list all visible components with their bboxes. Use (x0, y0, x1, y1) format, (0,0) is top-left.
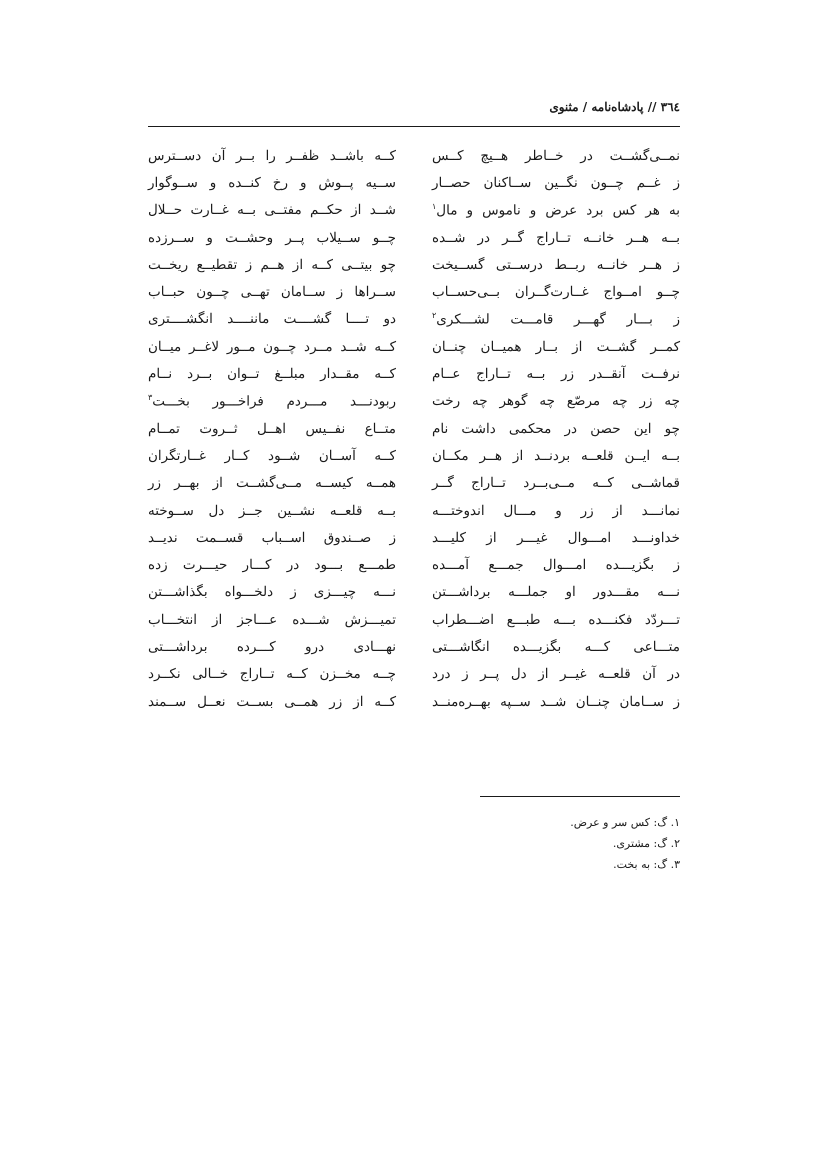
hemistich-text: بــه قلعــه نشــین جــز دل ســوخته (148, 502, 396, 519)
footnote-marker: ٢ (432, 311, 437, 321)
hemistich-text: ز صــندوق اســباب قســمت ندیــد (148, 529, 396, 546)
hemistich-left (148, 230, 396, 246)
footnotes (380, 812, 680, 875)
hemistich-text: ســیه پــوش و رخ کنــده و ســوگوار (148, 174, 396, 191)
footnote: ٣. گ: به بخت. (613, 858, 680, 871)
hemistich-text: تـــردّد فکنـــده بـــه طبـــع اضـــطراب (432, 611, 680, 628)
hemistich-right (432, 503, 680, 519)
verse-row (148, 251, 680, 278)
footnote-rule (480, 796, 680, 797)
verse-row (148, 224, 680, 251)
hemistich-text: کــه شــد مــرد چــون مــور لاغــر میــان (148, 338, 396, 355)
verse-row (148, 306, 680, 333)
verse-row (148, 661, 680, 688)
hemistich-text: همــه کیســه مــی‌گشــت از بهــر زر (148, 475, 396, 492)
hemistich-text: شــد از حکــم مفتــی بــه غــارت حــلال (148, 202, 396, 219)
hemistich-right (432, 694, 680, 710)
hemistich-text: چــه مخــزن کــه تــاراج خــالی نکــرد (148, 666, 396, 683)
hemistich-text: نـــه مقـــدور او جملـــه برداشـــتن (432, 584, 680, 601)
hemistich-right (432, 284, 680, 300)
verse-row (148, 524, 680, 551)
hemistich-left (148, 503, 396, 519)
hemistich-text: بــه ایــن قلعــه بردنــد از هــر مکــان (432, 447, 680, 464)
verse-row (148, 606, 680, 633)
hemistich-text: چــو ســیلاب پــر وحشــت و ســرزده (148, 229, 396, 246)
hemistich-left (148, 393, 396, 410)
hemistich-text: ســراها ز ســامان تهــی چــون حبــاب (148, 284, 396, 301)
hemistich-right (432, 175, 680, 191)
hemistich-text: به هر کس برد عرض و ناموس و مال (436, 202, 680, 219)
hemistich-left (148, 202, 396, 218)
verse-row (148, 442, 680, 469)
verse-row (148, 197, 680, 224)
hemistich-text: نهـــادی درو کـــرده برداشـــتی (148, 638, 396, 655)
hemistich-left (148, 339, 396, 355)
hemistich-text: چو این حصن در محکمی داشت نام (432, 420, 680, 437)
verse-row (148, 579, 680, 606)
verse-row (148, 333, 680, 360)
verse-row (148, 142, 680, 169)
verse-row (148, 497, 680, 524)
hemistich-left (148, 475, 396, 491)
hemistich-text: ربودنـــد مـــردم فراخـــور بخـــت (152, 393, 396, 410)
hemistich-text: کــه باشــد ظفــر را بــر آن دســترس (148, 147, 396, 164)
hemistich-right (432, 666, 680, 682)
hemistich-text: متـــاعی کـــه بگزیـــده انگاشـــتی (432, 638, 680, 655)
hemistich-right (432, 448, 680, 464)
hemistich-text: کمــر گشــت از بــار همیــان چنــان (432, 338, 680, 355)
hemistich-left (148, 175, 396, 191)
footnote-marker: ٣ (148, 393, 153, 403)
hemistich-right (432, 311, 680, 328)
hemistich-text: خداونـــد امـــوال غیـــر از کلیـــد (432, 529, 680, 546)
hemistich-left (148, 311, 396, 327)
verse-row (148, 470, 680, 497)
hemistich-text: ز هــر خانــه ربــط درســتی گســیخت (432, 256, 680, 273)
verse-row (148, 169, 680, 196)
hemistich-right (432, 393, 680, 409)
hemistich-left (148, 448, 396, 464)
hemistich-text: کــه از زر همــی بســت نعــل ســمند (148, 693, 396, 710)
hemistich-text: کــه آســان شــود کــار غــارتگران (148, 447, 396, 464)
hemistich-text: کــه مقــدار مبلــغ تــوان بــرد نــام (148, 366, 396, 383)
hemistich-text: ز بـــار گهـــر قامـــت لشـــکری (436, 311, 680, 328)
hemistich-text: طمـــع بـــود در کـــار حیـــرت زده (148, 557, 396, 574)
hemistich-right (432, 639, 680, 655)
header-rule (148, 126, 680, 127)
running-header: ٣٦٤ // پادشاه‌نامه / مثنوی (549, 100, 680, 114)
hemistich-right (432, 202, 680, 219)
hemistich-text: دو تــــا گشــــت ماننــــد انگشــــتری (148, 311, 396, 328)
hemistich-text: چــو امــواج غــارت‌گــران بــی‌حســاب (432, 284, 680, 301)
hemistich-left (148, 584, 396, 600)
hemistich-text: تمیـــزش شـــده عـــاجز از انتخـــاب (148, 611, 396, 628)
poem-body (148, 142, 680, 715)
verse-row (148, 551, 680, 578)
verse-row (148, 633, 680, 660)
hemistich-left (148, 666, 396, 682)
hemistich-right (432, 230, 680, 246)
hemistich-text: نمانـــد از زر و مـــال اندوختـــه (432, 502, 680, 519)
hemistich-right (432, 557, 680, 573)
hemistich-left (148, 530, 396, 546)
hemistich-right (432, 339, 680, 355)
hemistich-right (432, 530, 680, 546)
hemistich-right (432, 148, 680, 164)
hemistich-right (432, 612, 680, 628)
hemistich-text: نـــه چیـــزی ز دلخـــواه بگذاشـــتن (148, 584, 396, 601)
hemistich-left (148, 612, 396, 628)
hemistich-text: ز ســامان چنــان شــد ســپه بهــره‌منــد (432, 693, 680, 710)
hemistich-text: ز بگزیـــده امـــوال جمـــع آمـــده (432, 557, 680, 574)
hemistich-right (432, 421, 680, 437)
footnote: ١. گ: کس سر و عرض. (570, 816, 680, 829)
hemistich-left (148, 694, 396, 710)
hemistich-text: نمــی‌گشــت در خــاطر هــیچ کــس (432, 147, 680, 164)
footnote-marker: ١ (432, 201, 437, 211)
verse-row (148, 388, 680, 415)
hemistich-text: قماشــی کــه مــی‌بــرد تــاراج گــر (432, 475, 680, 492)
verse-row (148, 360, 680, 387)
hemistich-text: در آن قلعــه غیــر از دل پــر ز درد (432, 666, 680, 683)
hemistich-right (432, 584, 680, 600)
hemistich-left (148, 257, 396, 273)
hemistich-text: ز غــم چــون نگــین ســاکنان حصــار (432, 174, 680, 191)
hemistich-right (432, 366, 680, 382)
verse-row (148, 415, 680, 442)
verse-row (148, 278, 680, 305)
footnote: ٢. گ: مشتری. (612, 837, 680, 850)
hemistich-text: نرفــت آنقــدر زر بــه تــاراج عــام (432, 366, 680, 383)
verse-row (148, 688, 680, 715)
hemistich-text: چو بیتــی کــه از هــم ز تقطیــع ریخــت (148, 256, 396, 273)
hemistich-right (432, 475, 680, 491)
hemistich-text: بــه هــر خانــه تــاراج گــر در شــده (432, 229, 680, 246)
hemistich-text: متــاع نفــیس اهــل ثــروت تمــام (148, 420, 396, 437)
hemistich-text: چه زر چه مرصّع چه گوهر چه رخت (432, 393, 680, 410)
hemistich-right (432, 257, 680, 273)
hemistich-left (148, 148, 396, 164)
hemistich-left (148, 366, 396, 382)
hemistich-left (148, 284, 396, 300)
hemistich-left (148, 639, 396, 655)
hemistich-left (148, 421, 396, 437)
hemistich-left (148, 557, 396, 573)
